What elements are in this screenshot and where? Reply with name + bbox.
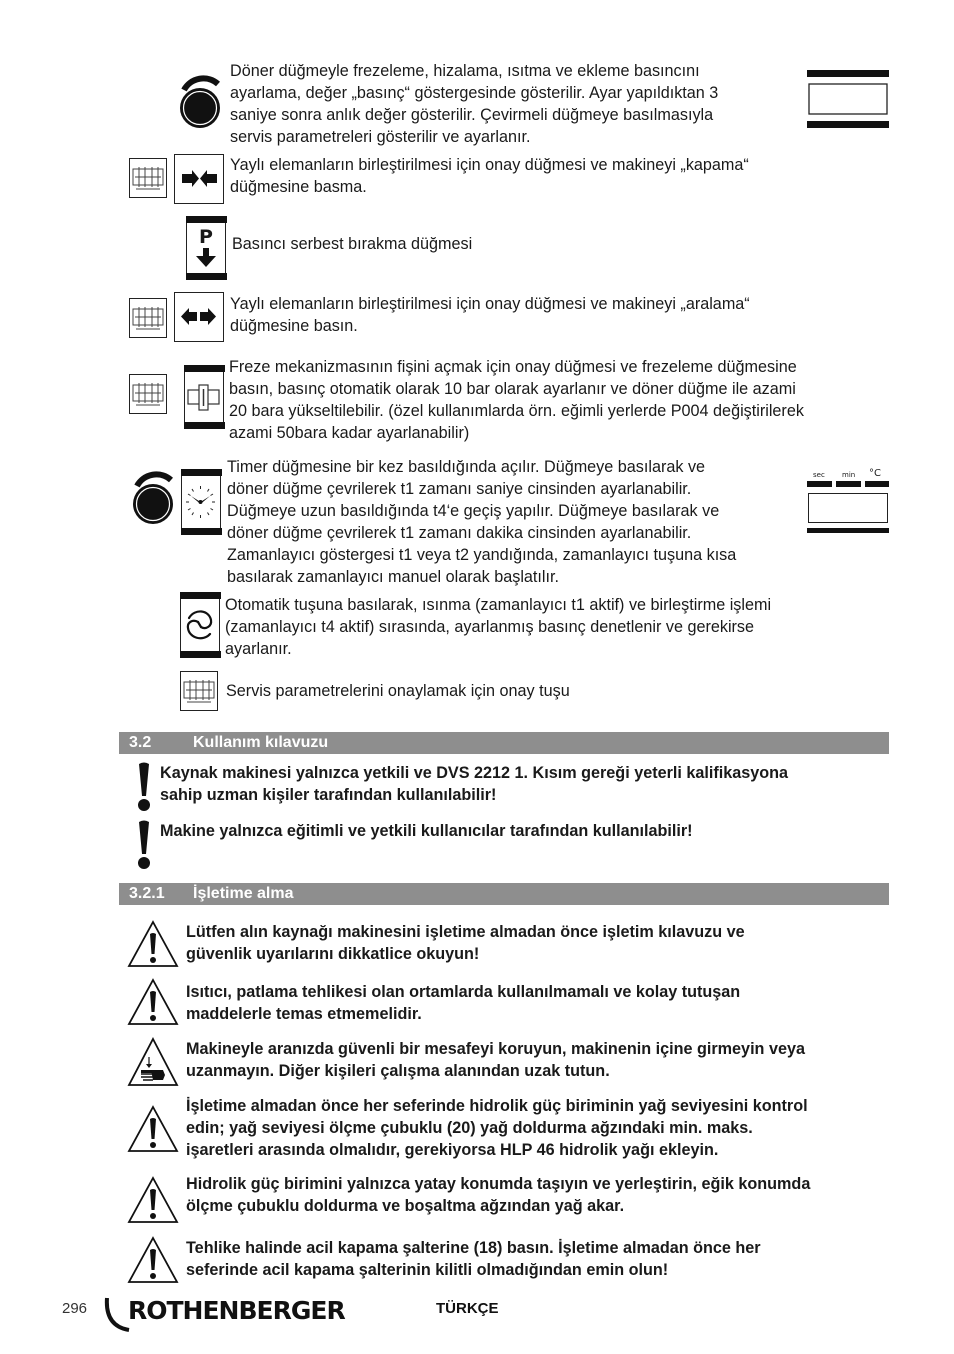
open-button[interactable] (174, 292, 224, 342)
timer-display-icon: sec min °C (807, 470, 889, 532)
section-header-3-2: 3.2 Kullanım kılavuzu (119, 732, 889, 754)
safety-warning: İşletime almadan önce her seferinde hidrolik güç biriminin yağ seviyesini kontrol edin; yağ seviyesi ölçme çubuklu (20) yağ doldurma ağzındaki min. maks. işaretleri arasında olmalıdır, gerekiyorsa HLP 46 hidrolik yağı ekleyin. (186, 1097, 808, 1159)
timer-button[interactable] (181, 469, 221, 535)
confirm-machine-icon (129, 374, 167, 414)
confirm-machine-icon (181, 672, 217, 710)
automatic-button[interactable] (180, 592, 220, 658)
brand-logo: ROTHENBERGER (128, 1296, 345, 1325)
open-arrows-icon (175, 293, 222, 340)
warning-triangle-icon (127, 978, 179, 1026)
exclamation-icon (136, 820, 152, 870)
confirm-machine-icon (129, 298, 167, 338)
section-header-3-2-1: 3.2.1 İşletime alma (119, 883, 889, 905)
pressure-display-icon (807, 70, 889, 128)
service-confirm-button[interactable] (180, 671, 218, 711)
milling-icon (185, 365, 222, 429)
exclamation-icon (136, 762, 152, 812)
safety-warning: Hidrolik güç birimini yalnızca yatay konumda taşıyın ve yerleştirin, eğik konumda ölçme çubuklu doldurma ve boşaltma ağzından yağ akar. (186, 1175, 811, 1215)
control-description-automatic: Otomatik tuşuna basılarak, ısınma (zamanlayıcı t1 aktif) ve birleştirme işlemi (zamanlayıcı t4 aktif) sırasında, ayarlanmış basınç denetlenir ve gerekirse ayarlanır. (225, 596, 772, 658)
safety-warning: Makineyle aranızda güvenli bir mesafeyi koruyun, makinenin içine girmeyin veya uzanmayın. Diğer kişileri çalışma alanından uzak tutun. (186, 1040, 805, 1080)
language-label: TÜRKÇE (436, 1300, 499, 1317)
timer-clock-icon (182, 469, 219, 535)
rotary-knob-icon (131, 470, 177, 526)
control-description-service-confirm: Servis parametrelerini onaylamak için onay tuşu (226, 682, 570, 700)
warning-triangle-icon (127, 1105, 179, 1153)
automatic-icon (181, 592, 218, 658)
usage-note: Kaynak makinesi yalnızca yetkili ve DVS 2212 1. Kısım gereği yeterli kalifikasyona sahip uzman kişiler tarafından kullanılabilir! (160, 764, 789, 804)
close-button[interactable] (174, 154, 224, 204)
hand-crush-warning-icon (127, 1037, 179, 1087)
control-description-milling: Freze mekanizmasının fişini açmak için onay düğmesi ve frezeleme düğmesine basın, basınç otomatik olarak 10 bar olarak ayarlanır ve döner düğme ile azami 20 bara yükseltilebilir. (özel kullanımlarda örn. eğimli yerlerde P004 değiştirilerek azami 50bara kadar ayarlanabilir) (229, 358, 804, 442)
pressure-release-button[interactable] (186, 216, 226, 280)
control-description-timer: Timer düğmesine bir kez basıldığında açılır. Düğmeye basılarak ve döner düğme çevrilerek t1 zamanı saniye cinsinden ayarlanabilir. Düğmeye uzun basıldığında t4‘e geçiş yapılır. Düğmeye basılarak ve döner düğme çevrilerek t1 zamanı dakika cinsinden ayarlanabilir. Zamanlayıcı göstergesi t1 veya t2 yandığında, zamanlayıcı tuşuna kısa basılarak zamanlayıcı manuel olarak başlatılır. (227, 458, 737, 586)
safety-warning: Tehlike halinde acil kapama şalterine (18) basın. İşletime almadan önce her seferinde acil kapama şalterinin kilitli olmadığından emin olun! (186, 1239, 761, 1279)
confirm-machine-icon (129, 158, 167, 198)
control-description-close: Yaylı elemanların birleştirilmesi için onay düğmesi ve makineyi „kapama“ düğmesine basma. (230, 156, 749, 196)
control-description-open: Yaylı elemanların birleştirilmesi için onay düğmesi ve makineyi „aralama“ düğmesine basın. (230, 295, 750, 335)
rotary-knob-icon (178, 74, 224, 130)
control-description-rotary-knob: Döner düğmeyle frezeleme, hizalama, ısıtma ve ekleme basıncını ayarlama, değer „basınç“ göstergesinde gösterilir. Ayar yapıldıktan 3 saniye sonra anlık değer gösterilir. Çevirmeli düğmeye basılmasıyla servis parametreleri gösterilir ve ayarlanır. (230, 62, 719, 146)
control-description-pressure-release: Basıncı serbest bırakma düğmesi (232, 235, 473, 253)
close-arrows-icon (175, 155, 222, 202)
usage-note: Makine yalnızca eğitimli ve yetkili kullanıcılar tarafından kullanılabilir! (160, 822, 693, 840)
safety-warning: Isıtıcı, patlama tehlikesi olan ortamlarda kullanılmamalı ve kolay tutuşan maddelerle temas etmemelidir. (186, 983, 741, 1023)
milling-button[interactable] (184, 365, 224, 429)
warning-triangle-icon (127, 1236, 179, 1284)
safety-warning: Lütfen alın kaynağı makinesini işletime almadan önce işletim kılavuzu ve güvenlik uyarılarını dikkatlice okuyun! (186, 923, 745, 963)
warning-triangle-icon (127, 1176, 179, 1224)
page-number: 296 (62, 1300, 88, 1317)
warning-triangle-icon (127, 920, 179, 968)
pressure-release-icon: P (187, 228, 225, 268)
